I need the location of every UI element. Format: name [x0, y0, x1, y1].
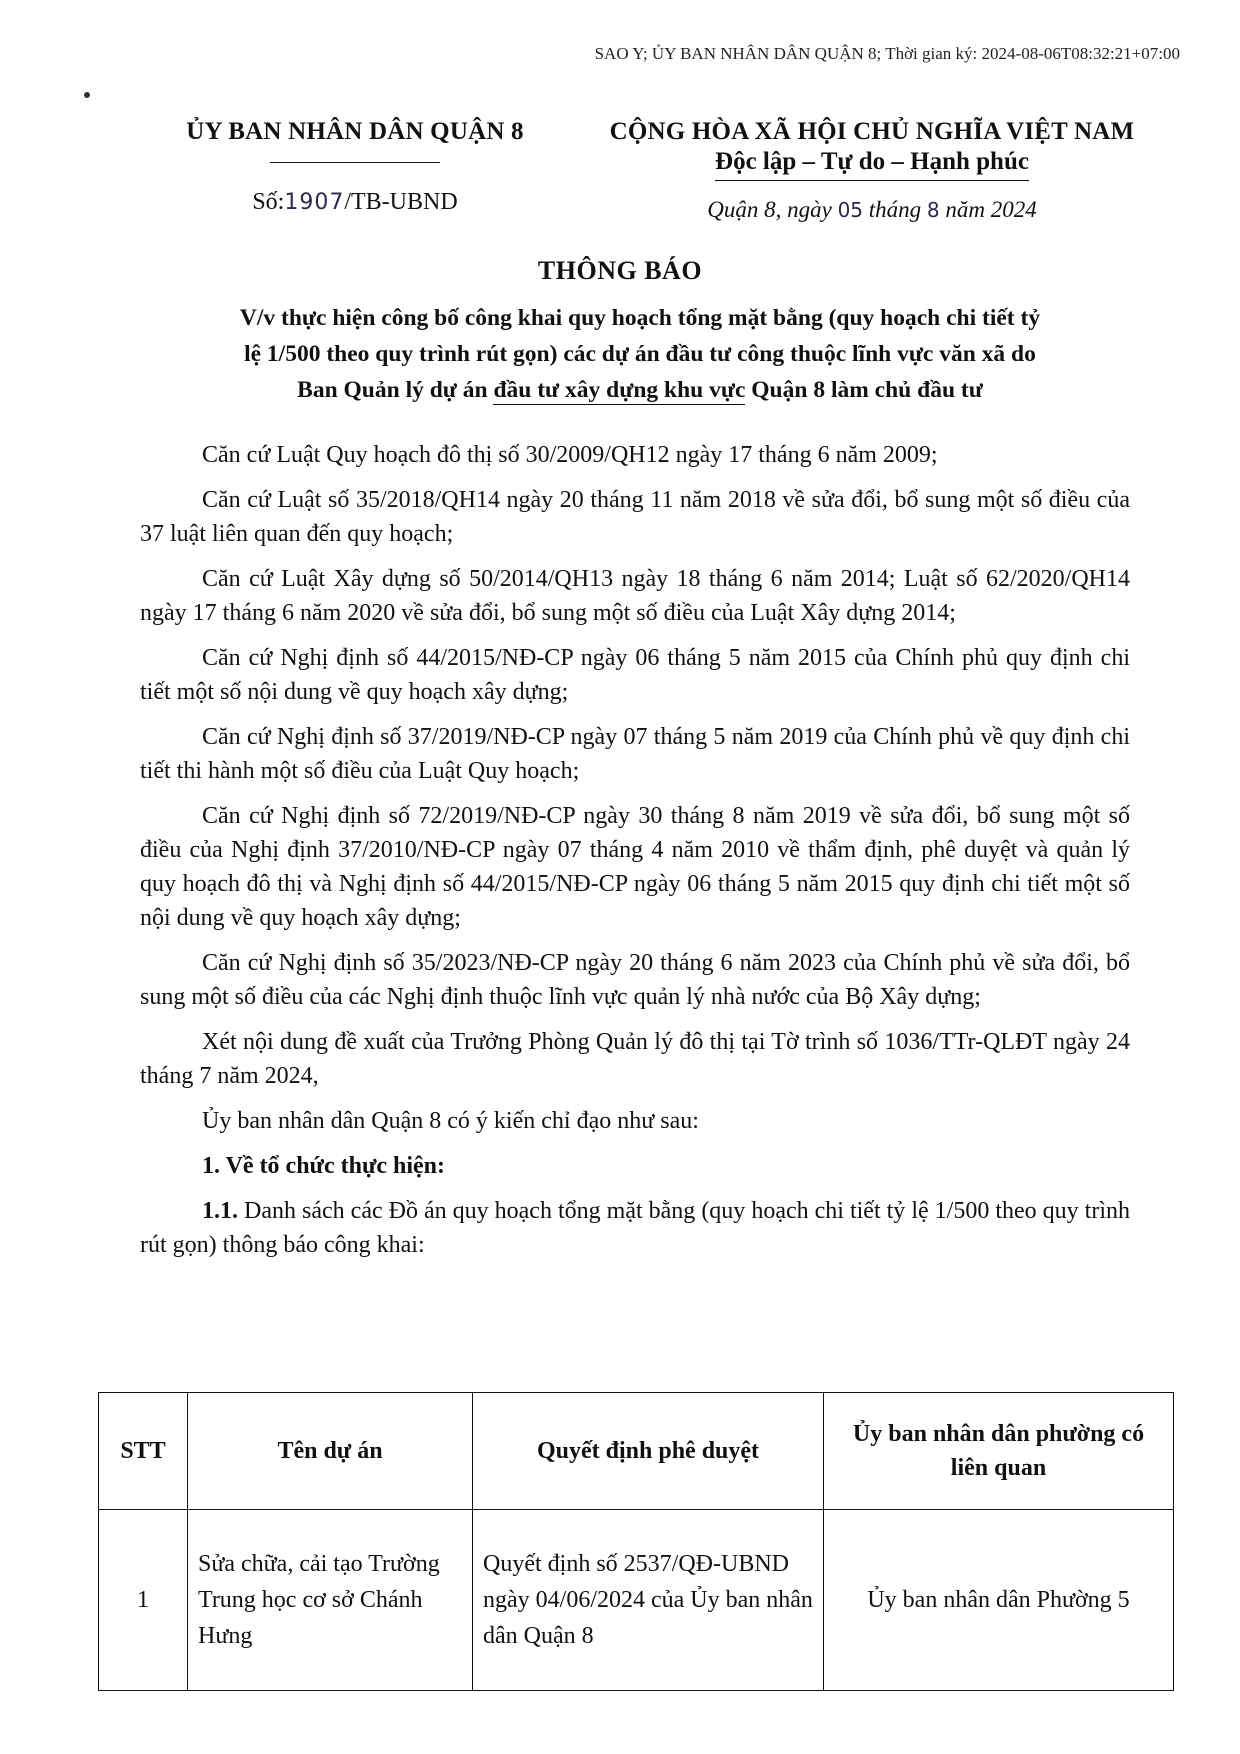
col-header-ward: Ủy ban nhân dân phường có liên quan: [824, 1393, 1174, 1510]
issue-date: Quận 8, ngày 05 tháng 8 năm 2024: [707, 197, 1037, 222]
col-header-stt: STT: [99, 1393, 188, 1510]
legal-basis-2: Căn cứ Luật số 35/2018/QH14 ngày 20 tháng 11 năm 2018 về sửa đổi, bổ sung một số điều của 37 luật liên quan đến quy hoạch;: [140, 487, 1130, 547]
header-issuer-block: [140, 118, 570, 216]
legal-basis-6: Căn cứ Nghị định số 72/2019/NĐ-CP ngày 30 tháng 8 năm 2019 về sửa đổi, bổ sung một số điều của Nghị định 37/2010/NĐ-CP ngày 07 tháng 4 năm 2010 về thẩm định, phê duyệt và quản lý quy hoạch đô thị và Nghị định số 44/2015/NĐ-CP ngày 06 tháng 5 năm 2015 quy định chi tiết một số nội dung về quy hoạch xây dựng;: [140, 803, 1130, 931]
doc-no-prefix: Số:: [252, 189, 285, 215]
header-nation-block: [572, 118, 1172, 223]
cell-decision: Quyết định số 2537/QĐ-UBND ngày 04/06/2024 của Ủy ban nhân dân Quận 8: [473, 1510, 824, 1691]
doc-no-handwritten: 1907: [284, 190, 345, 215]
document-number: [140, 189, 570, 216]
nation-name: CỘNG HÒA XÃ HỘI CHỦ NGHĨA VIỆT NAM: [609, 118, 1135, 145]
document-subject: [140, 300, 1140, 408]
project-table: [98, 1392, 1174, 1691]
table-row: [99, 1510, 1174, 1691]
issuer-underline: [270, 162, 440, 163]
legal-basis-7: Căn cứ Nghị định số 35/2023/NĐ-CP ngày 20 tháng 6 năm 2023 của Chính phủ về sửa đổi, bổ sung một số điều của các Nghị định thuộc lĩnh vực quản lý nhà nước của Bộ Xây dựng;: [140, 950, 1130, 1010]
legal-basis-3: Căn cứ Luật Xây dựng số 50/2014/QH13 ngày 18 tháng 6 năm 2014; Luật số 62/2020/QH14 ngày 17 tháng 6 năm 2020 về sửa đổi, bổ sung một số điều của Luật Xây dựng 2014;: [140, 566, 1130, 626]
proposal-paragraph: Xét nội dung đề xuất của Trưởng Phòng Quản lý đô thị tại Tờ trình số 1036/TTr-QLĐT ngày 24 tháng 7 năm 2024,: [140, 1029, 1130, 1089]
table-header-row: [99, 1393, 1174, 1510]
legal-basis-5: Căn cứ Nghị định số 37/2019/NĐ-CP ngày 07 tháng 5 năm 2019 của Chính phủ về quy định chi tiết thi hành một số điều của Luật Quy hoạch;: [140, 724, 1130, 784]
section-1-1: 1.1. Danh sách các Đồ án quy hoạch tổng mặt bằng (quy hoạch chi tiết tỷ lệ 1/500 theo quy trình rút gọn) thông báo công khai:: [140, 1198, 1130, 1258]
section-1-heading: 1. Về tổ chức thực hiện:: [202, 1153, 445, 1179]
col-header-decision: Quyết định phê duyệt: [473, 1393, 824, 1510]
cell-stt: 1: [99, 1510, 188, 1691]
national-motto: Độc lập – Tự do – Hạnh phúc: [715, 148, 1029, 181]
document-title: THÔNG BÁO: [537, 256, 703, 285]
subject-line-3: Ban Quản lý dự án đầu tư xây dựng khu vực Quận 8 làm chủ đầu tư: [297, 377, 983, 403]
cell-project-name: Sửa chữa, cải tạo Trường Trung học cơ sở Chánh Hưng: [188, 1510, 473, 1691]
digital-signature-stamp: SAO Y; ỦY BAN NHÂN DÂN QUẬN 8; Thời gian ký: 2024-08-06T08:32:21+07:00: [594, 44, 1180, 63]
col-header-project-name: Tên dự án: [188, 1393, 473, 1510]
date-month-handwritten: 8: [926, 198, 940, 222]
directive-intro: Ủy ban nhân dân Quận 8 có ý kiến chỉ đạo như sau:: [202, 1108, 699, 1134]
motto-underline: [715, 180, 1029, 181]
legal-basis-4: Căn cứ Nghị định số 44/2015/NĐ-CP ngày 06 tháng 5 năm 2015 của Chính phủ quy định chi tiết một số nội dung về quy hoạch xây dựng;: [140, 645, 1130, 705]
subject-line-1: V/v thực hiện công bố công khai quy hoạch tổng mặt bằng (quy hoạch chi tiết tỷ: [239, 305, 1041, 331]
cell-ward: Ủy ban nhân dân Phường 5: [824, 1510, 1174, 1691]
scan-speck: [84, 92, 90, 98]
document-body: [140, 438, 1130, 1273]
subject-line-2: lệ 1/500 theo quy trình rút gọn) các dự án đầu tư công thuộc lĩnh vực văn xã do: [244, 341, 1036, 367]
legal-basis-1: Căn cứ Luật Quy hoạch đô thị số 30/2009/QH12 ngày 17 tháng 6 năm 2009;: [202, 442, 938, 468]
doc-no-suffix: /TB-UBND: [344, 189, 458, 215]
issuer-name: ỦY BAN NHÂN DÂN QUẬN 8: [186, 118, 524, 145]
date-day-handwritten: 05: [837, 198, 864, 222]
